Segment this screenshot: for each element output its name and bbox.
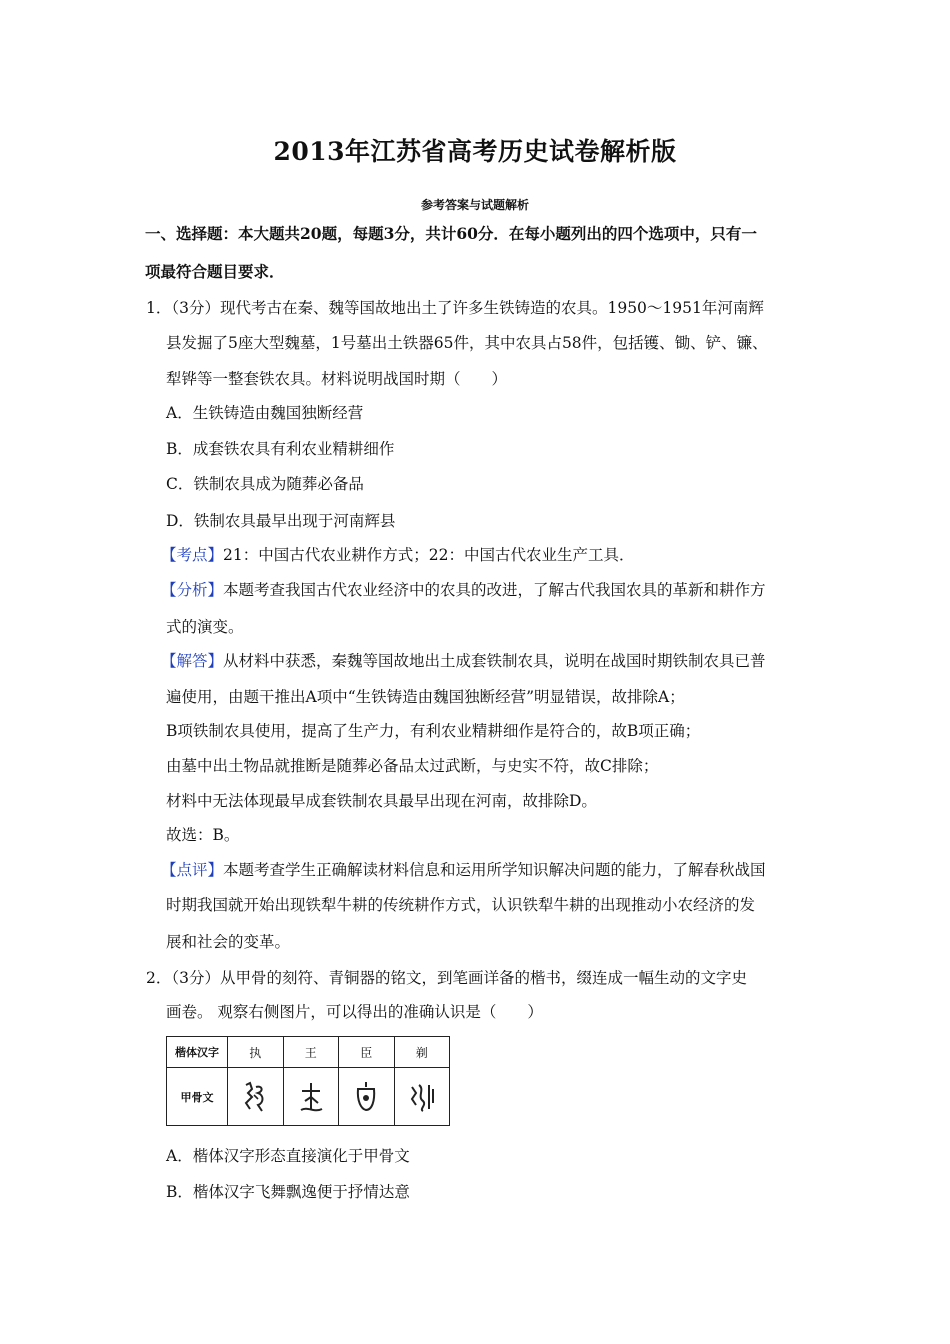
fenxi-text-line1: 本题考查我国古代农业经济中的农具的改进，了解古代我国农具的革新和耕作方: [223, 581, 766, 599]
q1-stem-line1: 1．（3分）现代考古在秦、魏等国故地出土了许多生铁铸造的农具。1950～1951年河南辉: [146, 299, 764, 317]
jieda-text-line4: 由墓中出土物品就推断是随葬必备品太过武断，与史实不符，故C排除；: [166, 757, 659, 775]
jieda-text-line2: 遍使用，由题干推出A项中“生铁铸造由魏国独断经营”明显错误，故排除A；: [166, 688, 685, 706]
q1-option-d: D．铁制农具最早出现于河南辉县: [166, 512, 396, 530]
section-heading-line2: 项最符合题目要求．: [145, 262, 285, 281]
q1-kaodian: 【考点】21：中国古代农业耕作方式；22：中国古代农业生产工具．: [161, 546, 635, 564]
kaiti-char-zhi: 执: [228, 1037, 284, 1068]
oracle-script-table: [166, 1036, 450, 1126]
kaodian-text: 21：中国古代农业耕作方式；22：中国古代农业生产工具．: [223, 546, 635, 564]
document-subtitle: 参考答案与试题解析: [420, 198, 529, 212]
fenxi-text-line2: 式的演变。: [166, 618, 244, 636]
dianping-text-line3: 展和社会的变革。: [166, 933, 291, 951]
oracle-glyph-chen: [339, 1068, 395, 1126]
dianping-tag: 点评: [176, 861, 208, 879]
jieda-tag: 解答: [176, 652, 208, 670]
jieda-text-line3: B项铁制农具使用，提高了生产力，有利农业精耕细作是符合的，故B项正确；: [166, 722, 701, 740]
oracle-glyph-ti: [394, 1068, 450, 1126]
fenxi-tag: 分析: [176, 581, 208, 599]
q2-stem-line2: 画卷。 观察右侧图片，可以得出的准确认识是（ ）: [166, 1003, 543, 1021]
q2-option-a: A．楷体汉字形态直接演化于甲骨文: [166, 1147, 410, 1165]
q1-fenxi: 【分析】本题考查我国古代农业经济中的农具的改进，了解古代我国农具的革新和耕作方: [161, 581, 766, 599]
dianping-text-line2: 时期我国就开始出现铁犁牛耕的传统耕作方式，认识铁犁牛耕的出现推动小农经济的发: [166, 896, 756, 914]
q1-dianping: 【点评】本题考查学生正确解读材料信息和运用所学知识解决问题的能力，了解春秋战国: [161, 861, 766, 879]
table-row-kaiti: [167, 1037, 450, 1068]
q1-option-c: C．铁制农具成为随葬必备品: [166, 475, 364, 493]
jieda-text-line5: 材料中无法体现最早成套铁制农具最早出现在河南，故排除D。: [166, 792, 597, 810]
dianping-text-line1: 本题考查学生正确解读材料信息和运用所学知识解决问题的能力，了解春秋战国: [223, 861, 766, 879]
jieda-text-line1: 从材料中获悉，秦魏等国故地出土成套铁制农具，说明在战国时期铁制农具已普: [223, 652, 766, 670]
q1-option-a: A．生铁铸造由魏国独断经营: [166, 404, 364, 422]
kaiti-char-chen: 臣: [339, 1037, 395, 1068]
kaodian-tag: 考点: [176, 546, 208, 564]
document-title: 2013年江苏省高考历史试卷解析版: [273, 137, 677, 166]
q2-stem-line1: 2．（3分）从甲骨的刻符、青铜器的铭文，到笔画详备的楷书，缀连成一幅生动的文字史: [146, 969, 747, 987]
q1-stem-line2: 县发掘了5座大型魏墓，1号墓出土铁器65件，其中农具占58件，包括镬、锄、铲、镰、: [166, 334, 768, 352]
q1-stem-line3: 犁铧等一整套铁农具。材料说明战国时期（ ）: [166, 370, 508, 388]
oracle-glyph-wang: [283, 1068, 339, 1126]
kaiti-char-wang: 王: [283, 1037, 339, 1068]
row-head-kaiti: 楷体汉字: [167, 1037, 228, 1068]
q1-jieda: 【解答】从材料中获悉，秦魏等国故地出土成套铁制农具，说明在战国时期铁制农具已普: [161, 652, 766, 670]
row-head-jiaguwen: 甲骨文: [167, 1068, 228, 1126]
jieda-text-line6: 故选：B。: [166, 826, 240, 844]
q2-option-b: B．楷体汉字飞舞飘逸便于抒情达意: [166, 1183, 410, 1201]
oracle-glyph-zhi: [228, 1068, 284, 1126]
kaiti-char-ti: 剃: [394, 1037, 450, 1068]
q1-option-b: B．成套铁农具有利农业精耕细作: [166, 440, 395, 458]
section-heading-line1: 一、选择题：本大题共20题，每题3分，共计60分．在每小题列出的四个选项中，只有一: [145, 224, 757, 243]
table-row-jiaguwen: [167, 1068, 450, 1126]
